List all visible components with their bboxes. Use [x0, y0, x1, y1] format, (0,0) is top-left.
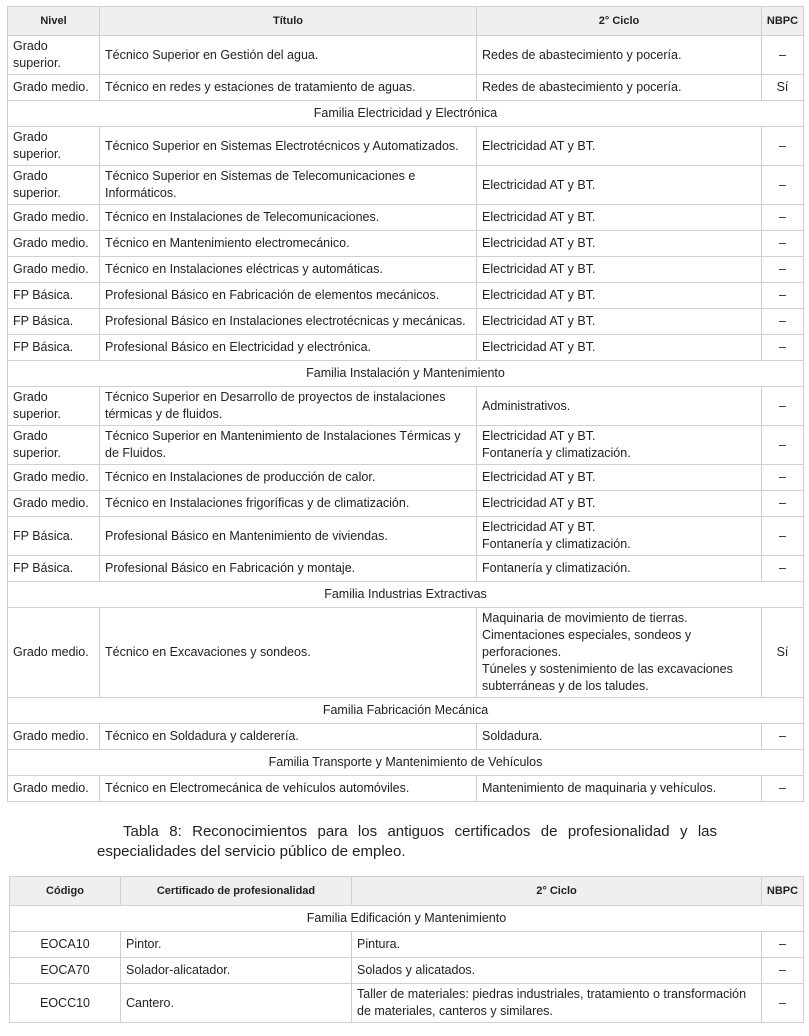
table-row: [10, 984, 804, 1023]
table-row: [8, 205, 804, 231]
family-row: [8, 750, 804, 776]
table-row: [8, 608, 804, 698]
cell-nbpc: –: [762, 335, 804, 361]
table-row: [8, 426, 804, 465]
cell-certificado: Cantero.: [121, 984, 352, 1023]
cell-nbpc: –: [762, 776, 804, 802]
ciclo-item: Electricidad AT y BT.: [482, 138, 596, 153]
family-row: [8, 361, 804, 387]
family-label: Familia Industrias Extractivas: [8, 582, 804, 608]
ciclo-item: Electricidad AT y BT.: [482, 177, 596, 192]
cell-ciclo: [352, 932, 762, 958]
cell-nivel: Grado superior.: [8, 166, 100, 205]
table-row: [8, 231, 804, 257]
ciclo-item: Electricidad AT y BT.: [482, 236, 596, 250]
family-label: Familia Electricidad y Electrónica: [8, 101, 804, 127]
ciclo-item: Electricidad AT y BT.: [482, 262, 596, 276]
cell-codigo: EOCA10: [10, 932, 121, 958]
cell-nbpc: –: [762, 36, 804, 75]
header-titulo: Título: [100, 7, 477, 36]
ciclo-item: Fontanería y climatización.: [482, 561, 631, 575]
cell-titulo: Profesional Básico en Fabricación y montaje.: [100, 556, 477, 582]
table-row: [8, 724, 804, 750]
table-row: [8, 776, 804, 802]
table-body: [8, 36, 804, 802]
table-row: [8, 465, 804, 491]
cell-nivel: Grado superior.: [8, 387, 100, 426]
cell-titulo: Técnico en Instalaciones eléctricas y automáticas.: [100, 257, 477, 283]
cell-ciclo: [352, 984, 762, 1023]
cell-nbpc: –: [762, 517, 804, 556]
recognitions-table-titles: [7, 6, 804, 802]
cell-ciclo: [477, 387, 762, 426]
cell-titulo: Técnico Superior en Mantenimiento de Instalaciones Térmicas y de Fluidos.: [100, 426, 477, 465]
ciclo-item: Redes de abastecimiento y pocería.: [482, 47, 682, 62]
cell-nbpc: –: [762, 958, 804, 984]
cell-ciclo: [477, 231, 762, 257]
family-label: Familia Fabricación Mecánica: [8, 698, 804, 724]
cell-nbpc: Sí: [762, 75, 804, 101]
header-ciclo: 2° Ciclo: [477, 7, 762, 36]
family-row: [8, 698, 804, 724]
cell-ciclo: [477, 335, 762, 361]
cell-nbpc: –: [762, 166, 804, 205]
cell-ciclo: [477, 309, 762, 335]
table-row: [8, 127, 804, 166]
cell-ciclo: [477, 556, 762, 582]
cell-nbpc: –: [762, 283, 804, 309]
cell-ciclo: [477, 205, 762, 231]
cell-nivel: Grado medio.: [8, 491, 100, 517]
ciclo-item: Soldadura.: [482, 729, 543, 743]
table-row: [8, 309, 804, 335]
cell-ciclo: [477, 724, 762, 750]
cell-titulo: Profesional Básico en Mantenimiento de viviendas.: [100, 517, 477, 556]
ciclo-item: Redes de abastecimiento y pocería.: [482, 80, 682, 94]
cell-nivel: Grado medio.: [8, 465, 100, 491]
cell-certificado: Solador-alicatador.: [121, 958, 352, 984]
cell-nivel: FP Básica.: [8, 517, 100, 556]
cell-nbpc: –: [762, 556, 804, 582]
family-row: [8, 582, 804, 608]
caption-line-1: Tabla 8: Reconocimientos para los antiguos certificados de profesionalidad y las: [123, 823, 717, 840]
cell-ciclo: [477, 283, 762, 309]
ciclo-item: Solados y alicatados.: [357, 963, 476, 977]
caption-line-2: especialidades del servicio público de empleo.: [97, 843, 406, 860]
cell-nivel: Grado medio.: [8, 75, 100, 101]
cell-titulo: Técnico Superior en Desarrollo de proyectos de instalaciones térmicas y de fluidos.: [100, 387, 477, 426]
cell-ciclo: [477, 127, 762, 166]
cell-nivel: Grado medio.: [8, 205, 100, 231]
cell-nivel: Grado medio.: [8, 608, 100, 698]
ciclo-item: Electricidad AT y BT.: [482, 496, 596, 510]
cell-nbpc: –: [762, 426, 804, 465]
cell-nbpc: –: [762, 491, 804, 517]
cell-nbpc: –: [762, 984, 804, 1023]
header-certificado: Certificado de profesionalidad: [121, 877, 352, 906]
cell-nbpc: –: [762, 231, 804, 257]
table-body: [10, 906, 804, 1023]
table-row: [8, 556, 804, 582]
header-nbpc: NBPC: [762, 877, 804, 906]
cell-titulo: Técnico en Mantenimiento electromecánico.: [100, 231, 477, 257]
ciclo-item: Fontanería y climatización.: [482, 446, 631, 460]
cell-ciclo: [477, 491, 762, 517]
family-label: Familia Transporte y Mantenimiento de Vehículos: [8, 750, 804, 776]
ciclo-item: Electricidad AT y BT.: [482, 314, 596, 328]
table-row: [10, 958, 804, 984]
ciclo-item: Electricidad AT y BT.: [482, 470, 596, 484]
ciclo-item: Pintura.: [357, 937, 401, 951]
cell-nbpc: –: [762, 465, 804, 491]
cell-ciclo: [477, 517, 762, 556]
cell-nivel: FP Básica.: [8, 556, 100, 582]
ciclo-item: Taller de materiales: piedras industriales, tratamiento o transformación de materiales, canteros y similares.: [357, 987, 747, 1018]
cell-nivel: Grado medio.: [8, 724, 100, 750]
cell-titulo: Técnico Superior en Sistemas Electrotécnicos y Automatizados.: [100, 127, 477, 166]
ciclo-item: Fontanería y climatización.: [482, 537, 631, 551]
cell-titulo: Profesional Básico en Instalaciones electrotécnicas y mecánicas.: [100, 309, 477, 335]
cell-titulo: Técnico en Electromecánica de vehículos automóviles.: [100, 776, 477, 802]
cell-nbpc: –: [762, 257, 804, 283]
recognitions-table-certificates: [9, 876, 804, 1023]
table-row: [8, 283, 804, 309]
ciclo-item: Administrativos.: [482, 398, 571, 413]
header-nbpc: NBPC: [762, 7, 804, 36]
cell-nivel: FP Básica.: [8, 309, 100, 335]
header-codigo: Código: [10, 877, 121, 906]
table-row: [8, 166, 804, 205]
cell-nbpc: –: [762, 205, 804, 231]
table-row: [10, 932, 804, 958]
cell-titulo: Profesional Básico en Electricidad y electrónica.: [100, 335, 477, 361]
cell-titulo: Técnico en Instalaciones de Telecomunicaciones.: [100, 205, 477, 231]
ciclo-item: Electricidad AT y BT.: [482, 429, 596, 443]
ciclo-item: Electricidad AT y BT.: [482, 288, 596, 302]
cell-ciclo: [477, 426, 762, 465]
table-header-row: [10, 877, 804, 906]
cell-nivel: Grado medio.: [8, 257, 100, 283]
cell-nbpc: –: [762, 932, 804, 958]
cell-ciclo: [477, 776, 762, 802]
cell-certificado: Pintor.: [121, 932, 352, 958]
table-header-row: [8, 7, 804, 36]
ciclo-item: Electricidad AT y BT.: [482, 340, 596, 354]
ciclo-item: Electricidad AT y BT.: [482, 520, 596, 534]
table-row: [8, 491, 804, 517]
cell-nivel: FP Básica.: [8, 283, 100, 309]
cell-ciclo: [477, 75, 762, 101]
cell-ciclo: [477, 257, 762, 283]
cell-nbpc: –: [762, 127, 804, 166]
table-row: [8, 335, 804, 361]
cell-codigo: EOCC10: [10, 984, 121, 1023]
cell-titulo: Profesional Básico en Fabricación de elementos mecánicos.: [100, 283, 477, 309]
cell-nivel: Grado medio.: [8, 776, 100, 802]
cell-nbpc: –: [762, 724, 804, 750]
header-ciclo: 2° Ciclo: [352, 877, 762, 906]
cell-ciclo: [477, 36, 762, 75]
family-label: Familia Instalación y Mantenimiento: [8, 361, 804, 387]
ciclo-item: Túneles y sostenimiento de las excavaciones subterráneas y de los taludes.: [482, 662, 733, 693]
table-row: [8, 36, 804, 75]
cell-nivel: Grado superior.: [8, 127, 100, 166]
cell-ciclo: [477, 465, 762, 491]
table-row: [8, 257, 804, 283]
cell-nivel: Grado superior.: [8, 36, 100, 75]
ciclo-item: Mantenimiento de maquinaria y vehículos.: [482, 781, 717, 795]
header-nivel: Nivel: [8, 7, 100, 36]
table-caption: [97, 822, 717, 862]
cell-titulo: Técnico Superior en Gestión del agua.: [100, 36, 477, 75]
cell-nbpc: Sí: [762, 608, 804, 698]
cell-titulo: Técnico en Instalaciones de producción de calor.: [100, 465, 477, 491]
table-row: [8, 75, 804, 101]
cell-titulo: Técnico en redes y estaciones de tratamiento de aguas.: [100, 75, 477, 101]
cell-nbpc: –: [762, 387, 804, 426]
cell-nivel: Grado superior.: [8, 426, 100, 465]
ciclo-item: Electricidad AT y BT.: [482, 210, 596, 224]
cell-titulo: Técnico Superior en Sistemas de Telecomunicaciones e Informáticos.: [100, 166, 477, 205]
family-row: [8, 101, 804, 127]
cell-nivel: Grado medio.: [8, 231, 100, 257]
ciclo-item: Cimentaciones especiales, sondeos y perforaciones.: [482, 628, 692, 659]
family-label: Familia Edificación y Mantenimiento: [10, 906, 804, 932]
cell-ciclo: [477, 608, 762, 698]
table-row: [8, 387, 804, 426]
cell-titulo: Técnico en Soldadura y calderería.: [100, 724, 477, 750]
table-row: [8, 517, 804, 556]
cell-nivel: FP Básica.: [8, 335, 100, 361]
cell-ciclo: [352, 958, 762, 984]
family-row: [10, 906, 804, 932]
cell-nbpc: –: [762, 309, 804, 335]
cell-codigo: EOCA70: [10, 958, 121, 984]
cell-titulo: Técnico en Excavaciones y sondeos.: [100, 608, 477, 698]
ciclo-item: Maquinaria de movimiento de tierras.: [482, 611, 688, 625]
cell-ciclo: [477, 166, 762, 205]
cell-titulo: Técnico en Instalaciones frigoríficas y de climatización.: [100, 491, 477, 517]
